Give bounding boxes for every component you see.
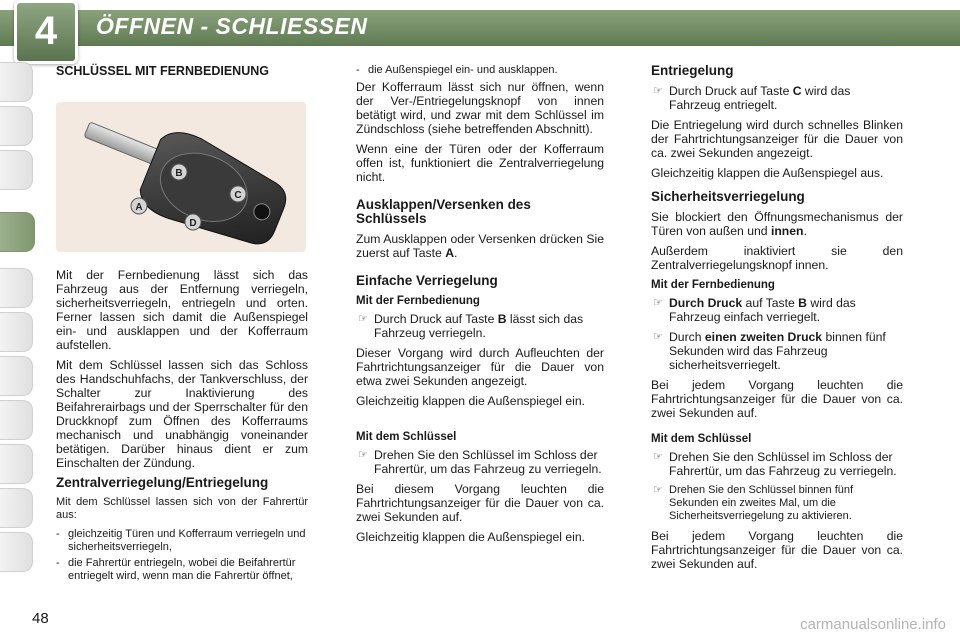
dash-item: - gleichzeitig Türen und Kofferraum verriegeln und sicherheitsverriegeln, [56,528,306,553]
chapter-tab-10[interactable] [0,488,33,528]
paragraph: Gleichzeitig klappen die Außenspiegel aus. [651,166,884,180]
paragraph: Dieser Vorgang wird durch Aufleuchten der Fahrtrichtungsanzeiger für die Dauer von etwa zwei Sekunden angezeigt. [356,346,604,388]
key-label-b: B [175,168,183,179]
chapter-tab-8[interactable] [0,400,33,440]
chapter-tab-3[interactable] [0,150,33,190]
chapter-tab-1[interactable] [0,62,33,102]
paragraph-key-fold: Zum Ausklappen oder Versenken drücken Sie zuerst auf Taste A. [356,232,604,260]
paragraph: Der Kofferraum lässt sich nur öffnen, wenn der Ver-/Entriegelungsknopf von innen betätigt wird, und zwar mit dem Schlüssel im Zündschloss (siehe betreffenden Abschnitt). [356,80,604,136]
hand-pointer-icon: ☞ [653,331,663,343]
chapter-tab-6[interactable] [0,312,33,352]
chapter-tab-4[interactable] [0,212,35,252]
key-label-a: A [135,202,143,213]
chapter-tabs [0,62,34,582]
chapter-tab-2[interactable] [0,106,33,146]
hand-pointer-icon: ☞ [653,451,663,463]
paragraph: Mit dem Schlüssel lassen sich von der Fahrertür aus: [56,496,308,521]
bullet-item: ☞ Durch einen zweiten Druck binnen fünf Sekunden wird das Fahrzeug sicherheitsverriegelt. [653,330,886,372]
hand-pointer-icon: ☞ [358,313,368,325]
chapter-tab-5[interactable] [0,268,33,308]
paragraph-security: Sie blockiert den Öffnungsmechanismus der Türen von außen und innen. [651,210,903,238]
column-2 [356,64,604,550]
bullet-item: ☞ Durch Druck auf Taste B lässt sich das Fahrzeug verriegeln. [358,312,584,340]
chapter-badge: 4 [14,0,78,64]
paragraph: Bei diesem Vorgang leuchten die Fahrtrichtungsanzeiger für die Dauer von ca. zwei Sekunden auf. [356,482,604,524]
dash-item: - die Fahrertür entriegeln, wobei die Beifahrertür entriegelt wird, wenn man die Fahrertür öffnet, [56,557,296,582]
section-heading-security-locking: Sicherheitsverriegelung [651,189,805,204]
section-heading-unlocking: Entriegelung [651,63,734,78]
key-label-d: D [189,218,197,229]
subheading-remote: Mit der Fernbedienung [356,295,480,307]
dash-item: - die Außenspiegel ein- und ausklappen. [356,64,558,76]
chapter-tab-7[interactable] [0,356,33,396]
remote-key-drawing [56,102,306,252]
paragraph: Gleichzeitig klappen die Außenspiegel ein. [356,530,586,544]
section-heading-key: SCHLÜSSEL MIT FERNBEDIENUNG [56,64,269,78]
bullet-item: ☞ Drehen Sie den Schlüssel im Schloss der Fahrertür, um das Fahrzeug zu verriegeln. [358,448,602,476]
bullet-item: ☞ Durch Druck auf Taste B wird das Fahrzeug einfach verriegelt. [653,296,856,324]
page-header [0,0,960,53]
paragraph: Gleichzeitig klappen die Außenspiegel ein. [356,394,586,408]
page-number: 48 [32,610,49,627]
section-heading-central-locking: Zentralverriegelung/Entriegelung [56,475,269,490]
column-1 [56,64,308,586]
page-title: ÖFFNEN - SCHLIESSEN [96,13,368,39]
subheading-key: Mit dem Schlüssel [651,433,752,445]
section-heading-simple-locking: Einfache Verriegelung [356,273,498,288]
remote-key-illustration [56,102,306,252]
bullet-item: ☞ Durch Druck auf Taste C wird das Fahrzeug entriegelt. [653,84,851,112]
paragraph: Wenn eine der Türen oder der Kofferraum offen ist, funktioniert die Zentralverriegelung nicht. [356,142,604,184]
hand-pointer-icon: ☞ [358,449,368,461]
hand-pointer-icon: ☞ [653,85,663,97]
key-label-c: C [234,190,242,201]
section-heading-key-fold: Ausklappen/Versenken des Schlüssels [356,197,531,226]
subheading-remote: Mit der Fernbedienung [651,279,775,291]
hand-pointer-icon: ☞ [653,484,663,496]
paragraph: Außerdem inaktiviert sie den Zentralverriegelungsknopf innen. [651,244,903,272]
chapter-tab-9[interactable] [0,444,33,484]
hand-pointer-icon: ☞ [653,297,663,309]
chapter-tab-11[interactable] [0,532,33,572]
paragraph: Mit dem Schlüssel lassen sich das Schloss des Handschuhfachs, der Tankverschluss, der Schalter zur Inaktivierung des Beifahrerairbags und der Sperrschalter für den Druckknopf zum Öffnen des Kofferraums mechanisch und unabhängig voneinander betätigen. Darüber hinaus dient er zum Einschalten der Zündung. [56,358,308,470]
paragraph: Die Entriegelung wird durch schnelles Blinken der Fahrtrichtungsanzeiger für die Dauer von ca. zwei Sekunden angezeigt. [651,118,903,160]
watermark: carmanualsonline.info [800,616,946,633]
column-3 [651,64,903,577]
paragraph: Bei jedem Vorgang leuchten die Fahrtrichtungsanzeiger für die Dauer von ca. zwei Sekunden auf. [651,378,903,420]
bullet-item: ☞ Drehen Sie den Schlüssel im Schloss der Fahrertür, um das Fahrzeug zu verriegeln. [653,450,897,478]
paragraph: Bei jedem Vorgang leuchten die Fahrtrichtungsanzeiger für die Dauer von ca. zwei Sekunden auf. [651,529,903,571]
bullet-item: ☞ Drehen Sie den Schlüssel binnen fünf Sekunden ein zweites Mal, um die Sicherheitsverriegelung zu aktivieren. [653,484,854,522]
subheading-key: Mit dem Schlüssel [356,431,457,443]
paragraph: Mit der Fernbedienung lässt sich das Fahrzeug aus der Entfernung verriegeln, sicherheitsverriegeln, entriegeln und orten. Ferner lassen sich damit die Außenspiegel ein- und ausklappen und der Kofferraum aufstellen. [56,268,308,352]
